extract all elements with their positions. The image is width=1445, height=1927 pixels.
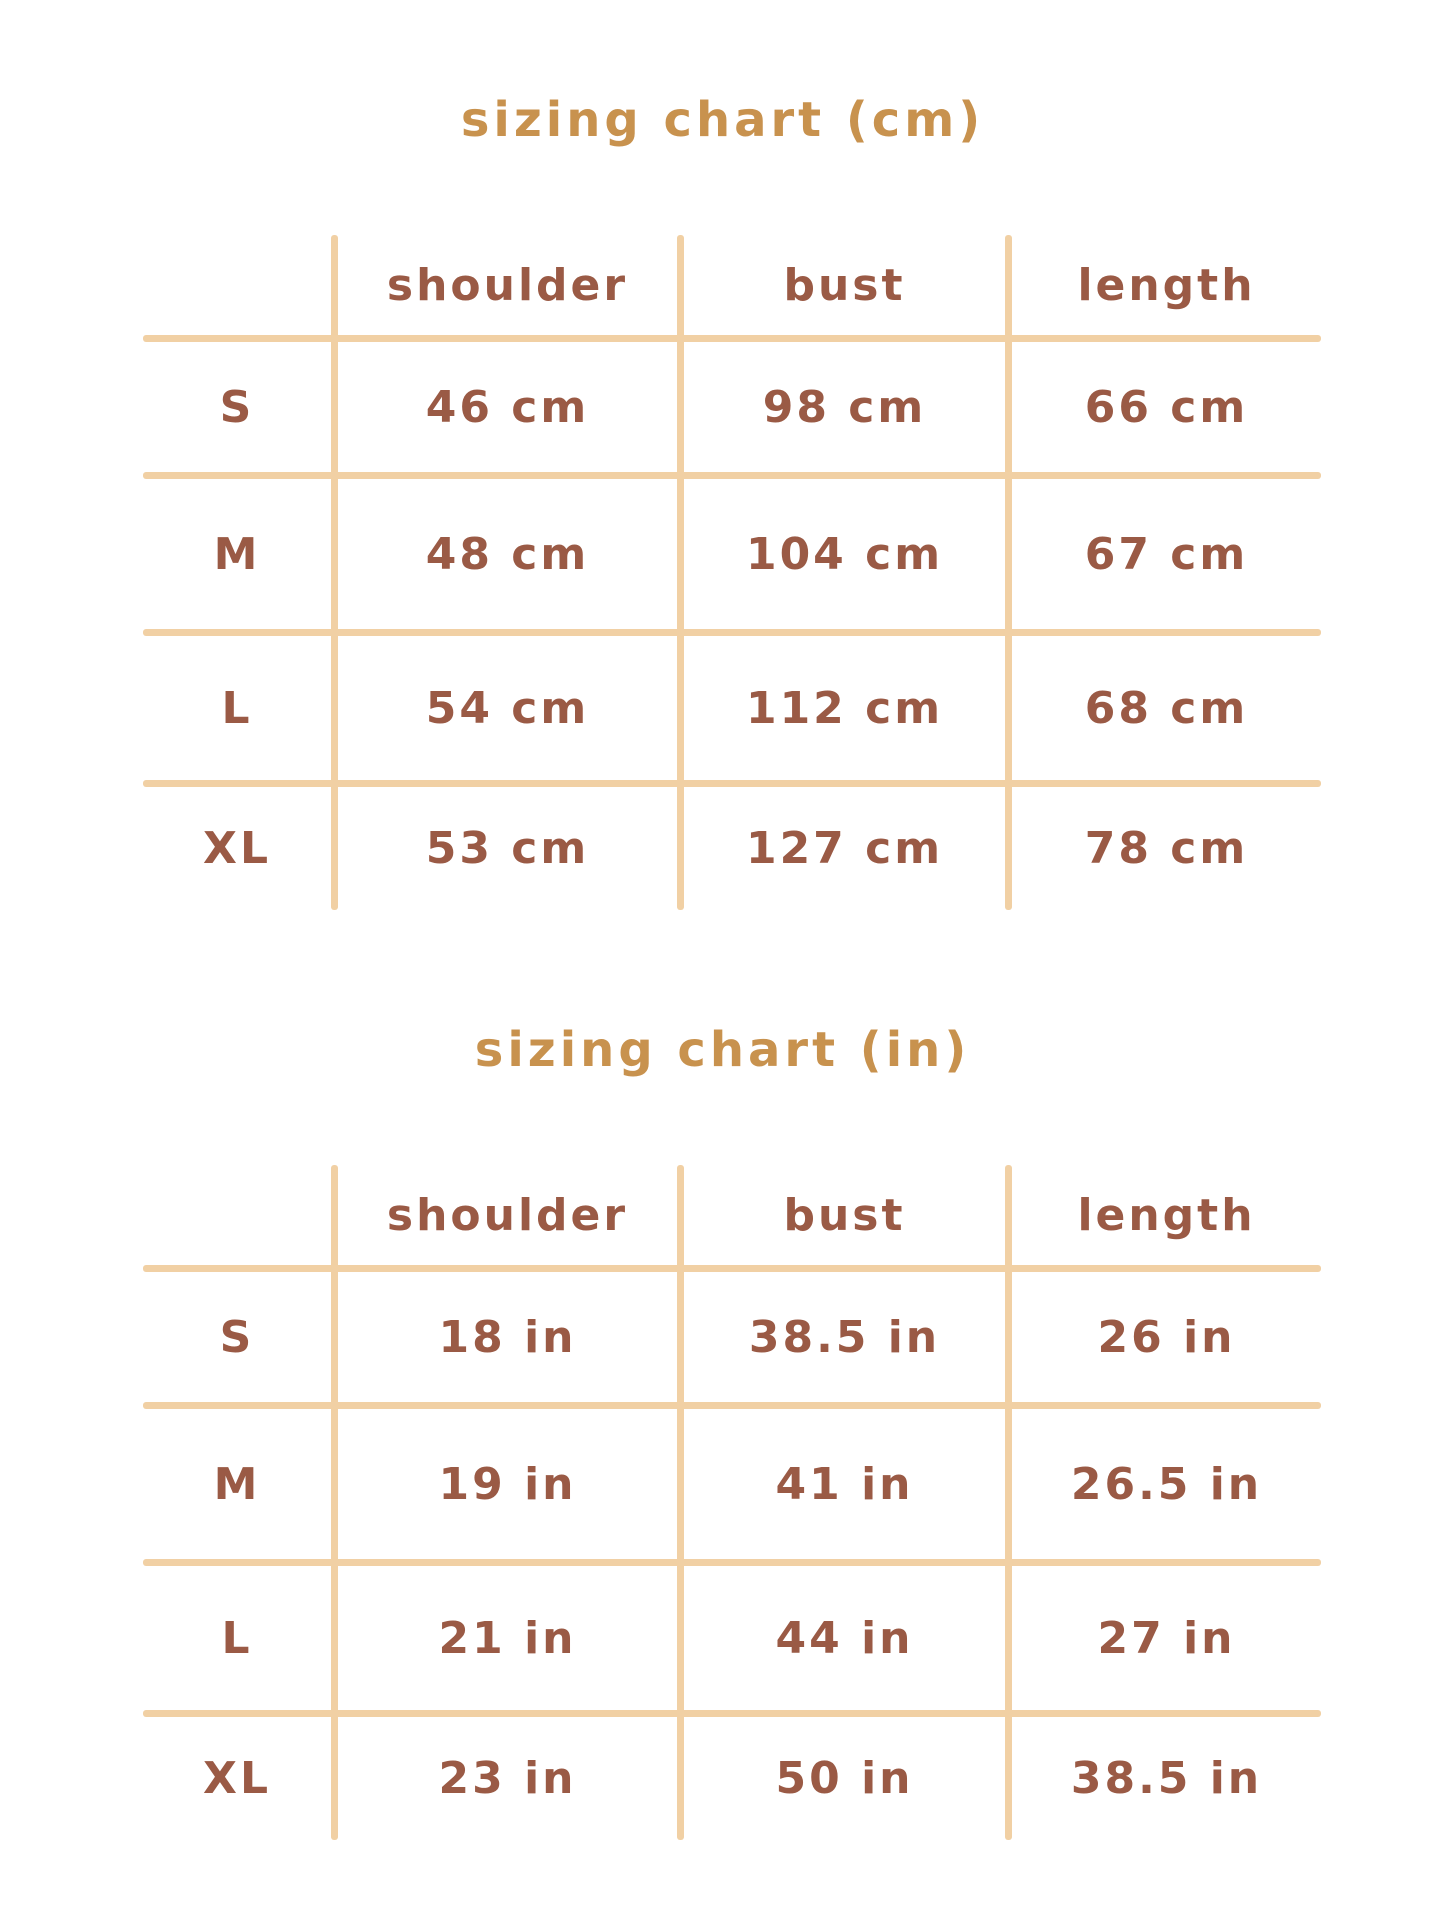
grid-line bbox=[143, 1265, 1321, 1272]
row-label-size: XL bbox=[203, 1753, 271, 1804]
row-label-size: S bbox=[219, 381, 255, 433]
grid-line bbox=[143, 780, 1321, 787]
table-cell: 66 cm bbox=[1084, 381, 1249, 433]
chart-title-in: sizing chart (in) bbox=[474, 1022, 971, 1078]
table-cell: 38.5 in bbox=[1070, 1753, 1263, 1804]
table-cell: 23 in bbox=[438, 1753, 577, 1804]
table-cell: 78 cm bbox=[1084, 823, 1249, 874]
row-label-size: S bbox=[219, 1311, 255, 1363]
table-cell: 98 cm bbox=[762, 381, 927, 433]
table-cell: 38.5 in bbox=[748, 1311, 941, 1363]
row-label-size: M bbox=[213, 528, 261, 580]
table-cell: 26.5 in bbox=[1070, 1458, 1263, 1510]
table-cell: 50 in bbox=[775, 1753, 914, 1804]
table-cell: 54 cm bbox=[425, 682, 590, 734]
row-label-size: L bbox=[221, 682, 253, 734]
table-cell: 18 in bbox=[438, 1311, 577, 1363]
column-header-length: length bbox=[1077, 1189, 1256, 1241]
column-header-length: length bbox=[1077, 259, 1256, 311]
table-cell: 46 cm bbox=[425, 381, 590, 433]
row-label-size: L bbox=[221, 1612, 253, 1664]
grid-line bbox=[677, 235, 684, 910]
grid-line bbox=[677, 1165, 684, 1840]
grid-line bbox=[143, 1402, 1321, 1409]
table-cell: 68 cm bbox=[1084, 682, 1249, 734]
column-header-shoulder: shoulder bbox=[386, 1189, 629, 1241]
grid-line bbox=[143, 472, 1321, 479]
grid-line bbox=[143, 1559, 1321, 1566]
column-header-shoulder: shoulder bbox=[386, 259, 629, 311]
table-cell: 27 in bbox=[1097, 1612, 1236, 1664]
grid-line bbox=[331, 235, 338, 910]
table-cell: 53 cm bbox=[425, 823, 590, 874]
table-cell: 26 in bbox=[1097, 1311, 1236, 1363]
table-cell: 127 cm bbox=[745, 823, 944, 874]
row-label-size: M bbox=[213, 1458, 261, 1510]
sizing-table-cm bbox=[0, 235, 1445, 935]
grid-line bbox=[143, 1710, 1321, 1717]
chart-title-cm: sizing chart (cm) bbox=[460, 92, 985, 148]
grid-line bbox=[1005, 1165, 1012, 1840]
table-cell: 104 cm bbox=[745, 528, 944, 580]
sizing-table-in bbox=[0, 1165, 1445, 1865]
table-cell: 67 cm bbox=[1084, 528, 1249, 580]
table-cell: 112 cm bbox=[745, 682, 944, 734]
row-label-size: XL bbox=[203, 823, 271, 874]
table-cell: 19 in bbox=[438, 1458, 577, 1510]
table-cell: 41 in bbox=[775, 1458, 914, 1510]
column-header-bust: bust bbox=[783, 1189, 906, 1241]
grid-line bbox=[331, 1165, 338, 1840]
table-cell: 21 in bbox=[438, 1612, 577, 1664]
grid-line bbox=[143, 629, 1321, 636]
column-header-bust: bust bbox=[783, 259, 906, 311]
grid-line bbox=[143, 335, 1321, 342]
grid-line bbox=[1005, 235, 1012, 910]
table-cell: 48 cm bbox=[425, 528, 590, 580]
table-cell: 44 in bbox=[775, 1612, 914, 1664]
